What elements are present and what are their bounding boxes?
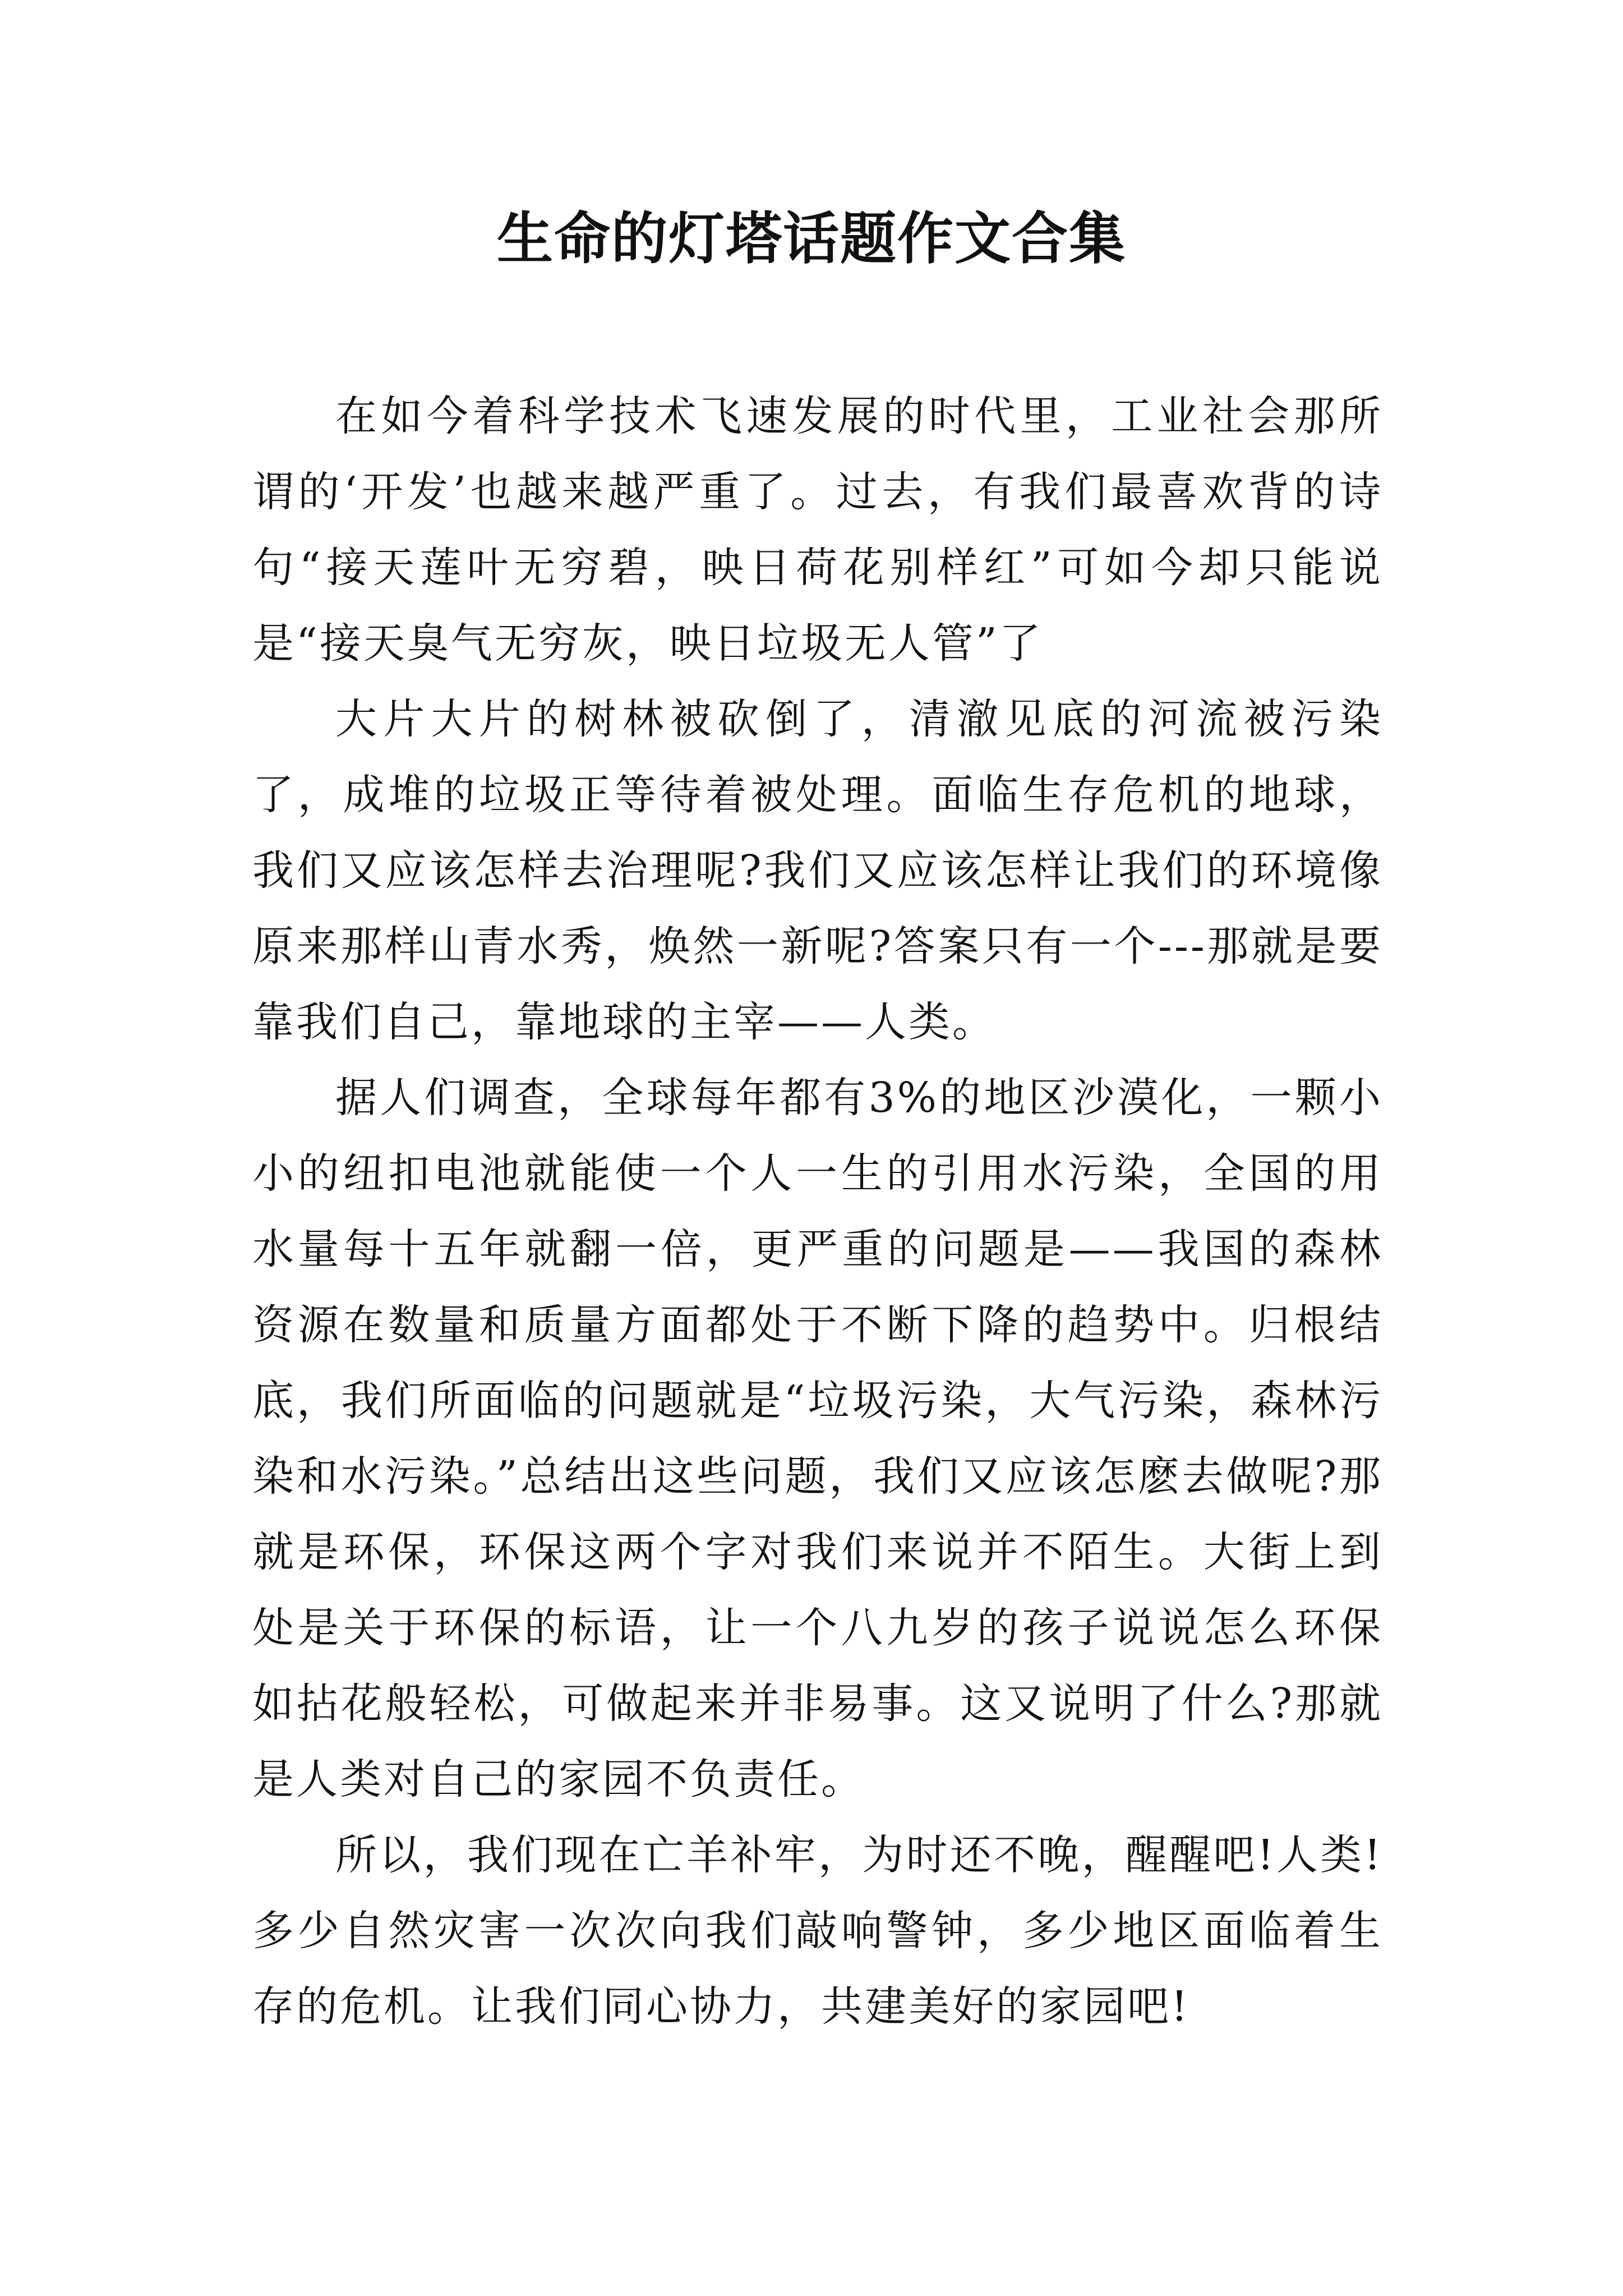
page-title: 生命的灯塔话题作文合集 bbox=[497, 205, 1126, 272]
paragraph: 据人们调查，全球每年都有3%的地区沙漠化，一颗小小的纽扣电池就能使一个人一生的引用水污染，全国的用水量每十五年就翻一倍，更严重的问题是——我国的森林资源在数量和质量方面都处于不断下降的趋势中。归根结底，我们所面临的问题就是“垃圾污染，大气污染，森林污染和水污染。”总结出这些问题，我们又应该怎麽去做呢?那就是环保，环保这两个字对我们来说并不陌生。大街上到处是关于环保的标语，让一个八九岁的孩子说说怎么环保如拈花般轻松，可做起来并非易事。这又说明了什么?那就是人类对自己的家园不负责任。 bbox=[252, 1074, 1383, 1803]
paragraph: 大片大片的树林被砍倒了，清澈见底的河流被污染了，成堆的垃圾正等待着被处理。面临生存危机的地球，我们又应该怎样去治理呢?我们又应该怎样让我们的环境像原来那样山青水秀，焕然一新呢?答案只有一个---那就是要靠我们自己，靠地球的主宰——人类。 bbox=[252, 695, 1383, 1046]
paragraph: 在如今着科学技术飞速发展的时代里，工业社会那所谓的‘开发’也越来越严重了。过去，有我们最喜欢背的诗句“接天莲叶无穷碧，映日荷花别样红”可如今却只能说是“接天臭气无穷灰，映日垃圾无人管”了 bbox=[252, 392, 1383, 668]
paragraph: 所以，我们现在亡羊补牢，为时还不晚，醒醒吧!人类!多少自然灾害一次次向我们敲响警钟，多少地区面临着生存的危机。让我们同心协力，共建美好的家园吧! bbox=[252, 1831, 1383, 2031]
article-body bbox=[252, 379, 1383, 2045]
